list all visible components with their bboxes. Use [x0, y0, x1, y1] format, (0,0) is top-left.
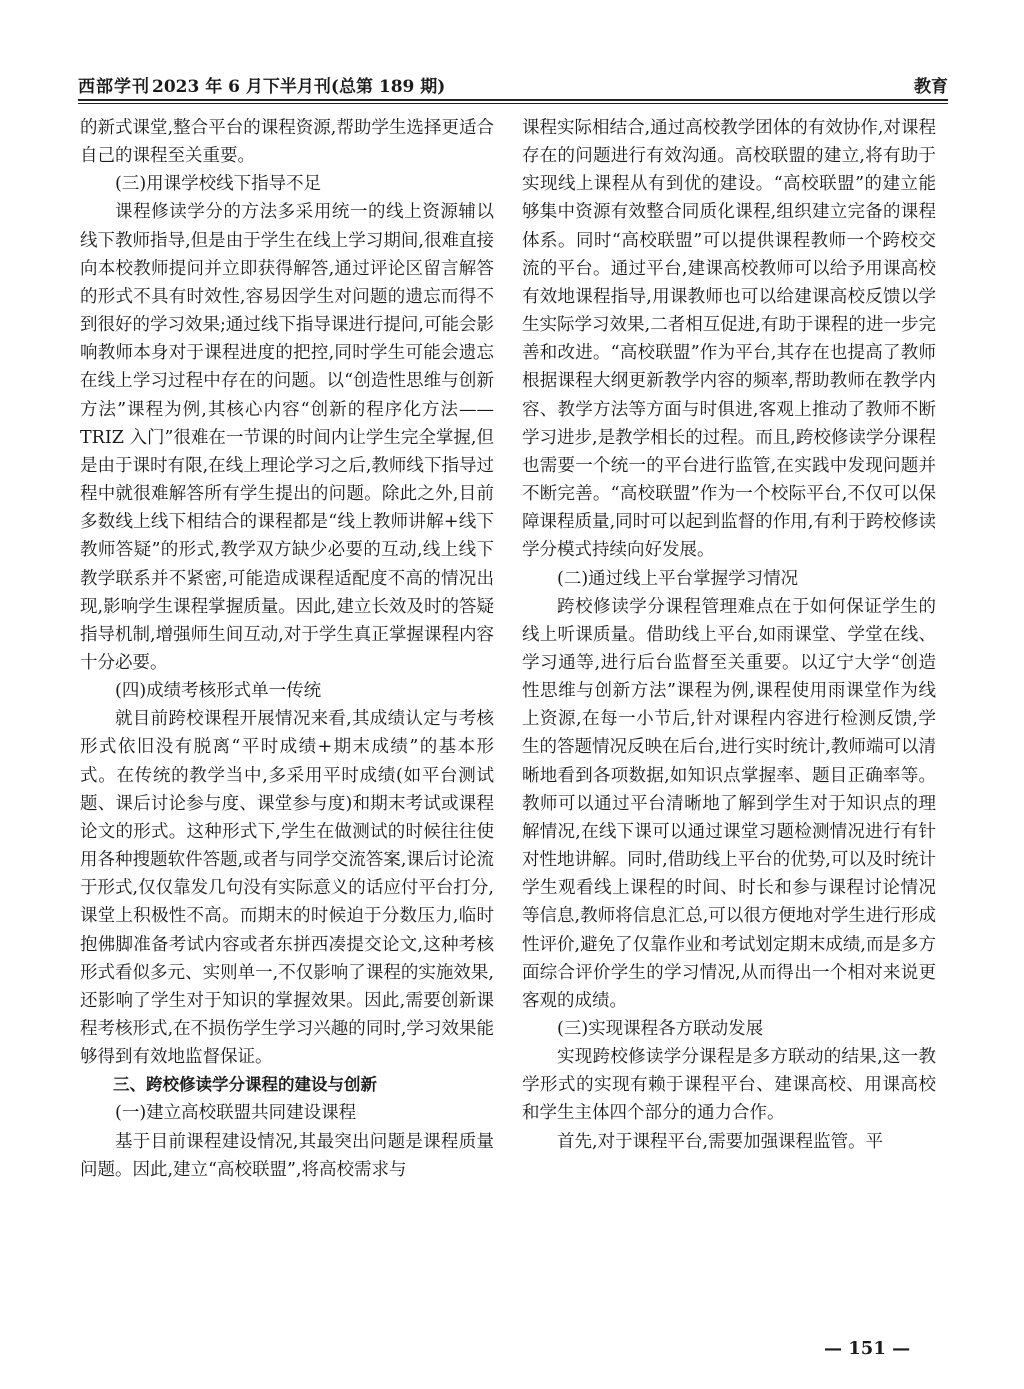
section-heading: 三、跨校修读学分课程的建设与创新	[113, 1075, 377, 1095]
left-column	[80, 114, 494, 1184]
subheading: (三)实现课程各方联动发展	[557, 1019, 764, 1039]
paragraph: 跨校修读学分课程管理难点在于如何保证学生的线上听课质量。借助线上平台,如雨课堂、学堂在线、学习通等,进行后台监督至关重要。以辽宁大学“创造性思维与创新方法”课程为例,课程使用雨课堂作为线上资源,在每一小节后,针对课程内容进行检测反馈,学生的答题情况反映在后台,进行实时统计,教师端可以清晰地看到各项数据,如知识点掌握率、题目正确率等。教师可以通过平台清晰地了解到学生对于知识点的理解情况,在线下课可以通过课堂习题检测情况进行有针对性地讲解。同时,借助线上平台的优势,可以及时统计学生观看线上课程的时间、时长和参与课程讨论情况等信息,教师将信息汇总,可以很方便地对学生进行形成性评价,避免了仅靠作业和考试划定期末成绩,而是多方面综合评价学生的学习情况,从而得出一个相对来说更客观的成绩。	[522, 596, 936, 1011]
paragraph: 基于目前课程建设情况,其最突出问题是课程质量问题。因此,建立“高校联盟”,将高校需求与	[80, 1131, 494, 1180]
subheading: (一)建立高校联盟共同建设课程	[115, 1103, 357, 1124]
journal-issue-info	[78, 72, 445, 97]
section-label: 教育	[914, 77, 948, 97]
paragraph: 课程实际相结合,通过高校教学团体的有效协作,对课程存在的问题进行有效沟通。高校联盟的建立,将有助于实现线上课程从有到优的建设。“高校联盟”的建立能够集中资源有效整合同质化课程,组织建立完备的课程体系。同时“高校联盟”可以提供课程教师一个跨校交流的平台。通过平台,建课高校教师可以给予用课高校有效地课程指导,用课教师也可以给建课高校反馈以学生实际学习效果,二者相互促进,有助于课程的进一步完善和改进。“高校联盟”作为平台,其存在也提高了教师根据课程大纲更新教学内容的频率,帮助教师在教学内容、教学方法等方面与时俱进,客观上推动了教师不断学习进步,是教学相长的过程。而且,跨校修读学分课程也需要一个统一的平台进行监管,在实践中发现问题并不断完善。“高校联盟”作为一个校际平台,不仅可以保障课程质量,同时可以起到监督的作用,有利于跨校修读学分模式持续向好发展。	[522, 118, 936, 561]
subheading: (二)通过线上平台掌握学习情况	[557, 568, 799, 589]
paragraph: 课程修读学分的方法多采用统一的线上资源辅以线下教师指导,但是由于学生在线上学习期间,很难直接向本校教师提问并立即获得解答,通过评论区留言解答的形式不具有时效性,容易因学生对问题的遗忘而得不到很好的学习效果;通过线下指导课进行提问,可能会影响教师本身对于课程进度的把控,同时学生可能会遗忘在线上学习过程中存在的问题。以“创造性思维与创新方法”课程为例,其核心内容“创新的程序化方法——TRIZ 入门”很难在一节课的时间内让学生完全掌握,但是由于课时有限,在线上理论学习之后,教师线下指导过程中就很难解答所有学生提出的问题。除此之外,目前多数线上线下相结合的课程都是“线上教师讲解+线下教师答疑”的形式,教学双方缺少必要的互动,线上线下教学联系并不紧密,可能造成课程适配度不高的情况出现,影响学生课程掌握质量。因此,建立长效及时的答疑指导机制,增强师生间互动,对于学生真正掌握课程内容十分必要。	[80, 202, 494, 673]
page-number: — 151 —	[824, 1338, 911, 1359]
subheading: (三)用课学校线下指导不足	[115, 174, 322, 195]
paragraph: 实现跨校修读学分课程是多方联动的结果,这一教学形式的实现有赖于课程平台、建课高校、用课高校和学生主体四个部分的通力合作。	[522, 1047, 936, 1124]
paragraph: 就目前跨校课程开展情况来看,其成绩认定与考核形式依旧没有脱离“平时成绩+期末成绩”的基本形式。在传统的教学当中,多采用平时成绩(如平台测试题、课后讨论参与度、课堂参与度)和期末考试或课程论文的形式。这种形式下,学生在做测试的时候往往使用各种搜题软件答题,或者与同学交流答案,课后讨论流于形式,仅仅靠发几句没有实际意义的话应付平台打分,课堂上积极性不高。而期末的时候迫于分数压力,临时抱佛脚准备考试内容或者东拼西凑提交论文,这种考核形式看似多元、实则单一,不仅影响了课程的实施效果,还影响了学生对于知识的掌握效果。因此,需要创新课程考核形式,在不损伤学生学习兴趣的同时,学习效果能够得到有效地监督保证。	[80, 709, 494, 1068]
journal-logo: 西部学刊	[78, 77, 150, 97]
subheading: (四)成绩考核形式单一传统	[115, 681, 322, 702]
header-rule	[78, 99, 948, 101]
running-header	[78, 72, 948, 100]
header-rule-thin	[78, 103, 948, 104]
issue-label: 2023 年 6 月下半月刊(总第 189 期)	[152, 77, 446, 97]
paragraph: 首先,对于课程平台,需要加强课程监管。平	[557, 1131, 884, 1152]
right-column	[522, 114, 936, 1156]
paragraph: 的新式课堂,整合平台的课程资源,帮助学生选择更适合自己的课程至关重要。	[80, 118, 494, 167]
